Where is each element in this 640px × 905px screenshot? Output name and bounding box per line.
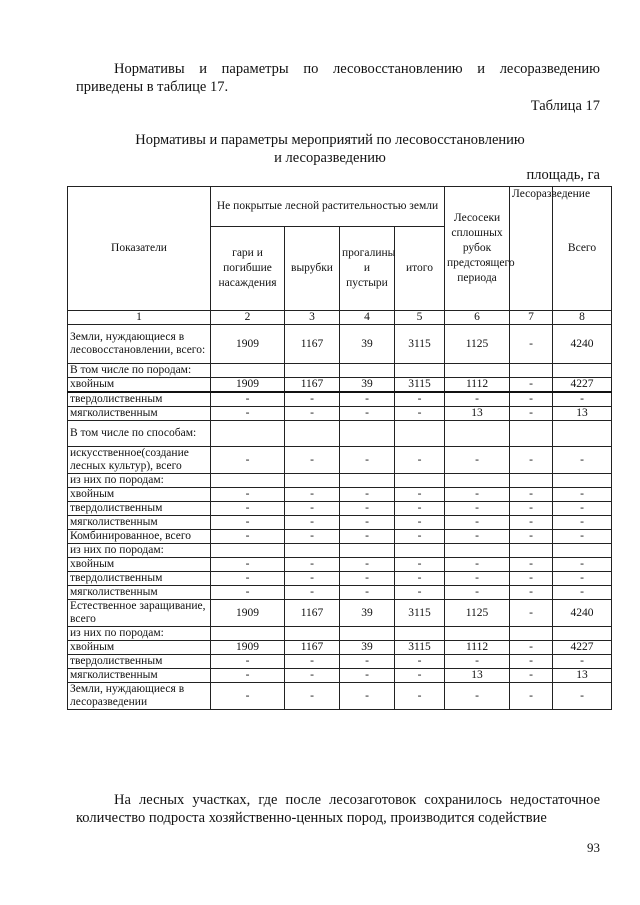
row-value: - xyxy=(553,502,612,516)
row-value: 3115 xyxy=(395,378,445,393)
row-value: - xyxy=(445,655,510,669)
row-value: - xyxy=(510,586,553,600)
row-value: - xyxy=(285,558,340,572)
row-value: - xyxy=(285,669,340,683)
row-value xyxy=(285,627,340,641)
header-indicators: Показатели xyxy=(68,187,211,311)
row-value: - xyxy=(211,655,285,669)
row-value: - xyxy=(510,683,553,710)
row-value: - xyxy=(211,447,285,474)
row-value: 3115 xyxy=(395,600,445,627)
row-value xyxy=(553,364,612,378)
row-value: - xyxy=(395,392,445,407)
row-value: - xyxy=(285,407,340,421)
row-value: 3115 xyxy=(395,325,445,364)
row-value: - xyxy=(395,516,445,530)
table-row xyxy=(68,627,612,641)
row-value xyxy=(285,544,340,558)
row-value: 13 xyxy=(445,669,510,683)
row-value xyxy=(510,421,553,447)
row-value xyxy=(340,627,395,641)
table-row xyxy=(68,558,612,572)
row-value: - xyxy=(211,683,285,710)
row-value xyxy=(211,364,285,378)
header-total: Всего xyxy=(553,187,612,311)
row-label: В том числе по способам: xyxy=(68,421,211,447)
table-row xyxy=(68,669,612,683)
table-row xyxy=(68,488,612,502)
row-value: 39 xyxy=(340,325,395,364)
row-value: - xyxy=(510,530,553,544)
row-value: - xyxy=(211,502,285,516)
row-value: - xyxy=(211,558,285,572)
row-value: - xyxy=(553,447,612,474)
table-row xyxy=(68,600,612,627)
row-value: - xyxy=(510,572,553,586)
row-value: 1112 xyxy=(445,378,510,393)
row-value xyxy=(285,421,340,447)
row-value: - xyxy=(510,488,553,502)
table-row xyxy=(68,364,612,378)
row-value xyxy=(211,544,285,558)
col-num: 5 xyxy=(395,311,445,325)
row-value: 1167 xyxy=(285,325,340,364)
header-afforestation: Лесоразведение xyxy=(510,187,553,311)
row-value: - xyxy=(510,502,553,516)
row-value: - xyxy=(285,586,340,600)
row-label: твердолиственным xyxy=(68,655,211,669)
row-value: - xyxy=(553,586,612,600)
row-value xyxy=(285,474,340,488)
row-value: - xyxy=(553,558,612,572)
row-value: - xyxy=(510,655,553,669)
row-value xyxy=(445,627,510,641)
row-value: - xyxy=(553,655,612,669)
row-value: - xyxy=(285,572,340,586)
row-value: - xyxy=(395,502,445,516)
row-value: 1909 xyxy=(211,378,285,393)
row-value xyxy=(395,474,445,488)
table-row xyxy=(68,516,612,530)
intro-text: Нормативы и параметры по лесовосстановлению и лесоразведению приведены в таблице 17. xyxy=(76,61,600,95)
row-value: - xyxy=(445,502,510,516)
row-value xyxy=(553,474,612,488)
row-label: Естественное заращивание, всего xyxy=(68,600,211,627)
row-value xyxy=(395,627,445,641)
table-row xyxy=(68,502,612,516)
row-value: - xyxy=(285,516,340,530)
header-felling-sites: Лесосеки сплошных рубок предстоящего периода xyxy=(445,187,510,311)
row-label: искусственное(создание лесных культур), всего xyxy=(68,447,211,474)
outro-text: На лесных участках, где после лесозаготовок сохранилось недостаточное количество подроста хозяйственно-ценных пород, производится содействие xyxy=(76,792,600,826)
row-value: 1167 xyxy=(285,641,340,655)
row-value xyxy=(211,421,285,447)
row-value: - xyxy=(395,488,445,502)
row-value: - xyxy=(211,488,285,502)
row-label: хвойным xyxy=(68,378,211,393)
row-value xyxy=(445,364,510,378)
row-label: твердолиственным xyxy=(68,502,211,516)
row-value: - xyxy=(510,392,553,407)
row-value: - xyxy=(510,325,553,364)
row-value: - xyxy=(285,447,340,474)
row-label: из них по породам: xyxy=(68,627,211,641)
row-value xyxy=(510,544,553,558)
header-not-covered: Не покрытые лесной растительностью земли xyxy=(211,187,445,227)
row-value: - xyxy=(510,558,553,572)
row-value: - xyxy=(211,516,285,530)
col-num: 3 xyxy=(285,311,340,325)
row-value: - xyxy=(395,530,445,544)
row-value: - xyxy=(445,447,510,474)
row-value: 1909 xyxy=(211,325,285,364)
table-row xyxy=(68,530,612,544)
column-numbers-row xyxy=(68,311,612,325)
header-clearcuts: вырубки xyxy=(285,227,340,311)
row-value: - xyxy=(340,683,395,710)
table-row xyxy=(68,378,612,393)
row-value: 1112 xyxy=(445,641,510,655)
row-value: 4240 xyxy=(553,325,612,364)
outro-paragraph xyxy=(76,791,600,827)
row-value: 39 xyxy=(340,600,395,627)
row-value: 3115 xyxy=(395,641,445,655)
row-value: 13 xyxy=(445,407,510,421)
row-value: - xyxy=(211,392,285,407)
row-value: - xyxy=(395,683,445,710)
row-value: - xyxy=(285,530,340,544)
col-num: 1 xyxy=(68,311,211,325)
table-row xyxy=(68,655,612,669)
col-num: 8 xyxy=(553,311,612,325)
row-value: - xyxy=(211,407,285,421)
row-value: 1125 xyxy=(445,600,510,627)
row-value xyxy=(445,474,510,488)
row-value: 39 xyxy=(340,378,395,393)
col-num: 7 xyxy=(510,311,553,325)
row-label: из них по породам: xyxy=(68,544,211,558)
row-value xyxy=(553,627,612,641)
row-value: - xyxy=(211,586,285,600)
row-value: - xyxy=(553,683,612,710)
row-value: - xyxy=(340,558,395,572)
row-value: - xyxy=(395,655,445,669)
row-value xyxy=(340,544,395,558)
row-value: - xyxy=(340,516,395,530)
table-row xyxy=(68,325,612,364)
row-value: - xyxy=(285,392,340,407)
table-number: Таблица 17 xyxy=(530,98,600,114)
row-value: - xyxy=(510,600,553,627)
row-value: - xyxy=(395,572,445,586)
row-value: - xyxy=(211,572,285,586)
row-value: - xyxy=(340,572,395,586)
row-value: - xyxy=(340,530,395,544)
row-value: - xyxy=(340,669,395,683)
table-row xyxy=(68,572,612,586)
row-value: - xyxy=(340,447,395,474)
header-total-nc: итого xyxy=(395,227,445,311)
table-row xyxy=(68,641,612,655)
row-value: 4240 xyxy=(553,600,612,627)
table-row xyxy=(68,544,612,558)
intro-paragraph xyxy=(76,60,600,96)
table-row xyxy=(68,474,612,488)
row-value xyxy=(395,544,445,558)
table-row xyxy=(68,392,612,407)
row-value: - xyxy=(340,488,395,502)
table-row xyxy=(68,407,612,421)
row-value xyxy=(445,544,510,558)
row-value: - xyxy=(445,530,510,544)
row-value: - xyxy=(285,488,340,502)
col-num: 4 xyxy=(340,311,395,325)
row-value xyxy=(340,474,395,488)
row-value xyxy=(395,421,445,447)
row-value: - xyxy=(340,392,395,407)
row-label: хвойным xyxy=(68,488,211,502)
row-value: - xyxy=(340,586,395,600)
table-unit: площадь, га xyxy=(526,167,600,183)
row-label: мягколиственным xyxy=(68,669,211,683)
row-value: - xyxy=(445,488,510,502)
row-value: - xyxy=(510,378,553,393)
table-title-line1: Нормативы и параметры мероприятий по лесовосстановлению xyxy=(135,132,525,148)
row-value: - xyxy=(285,502,340,516)
row-label: Комбинированное, всего xyxy=(68,530,211,544)
row-value: - xyxy=(553,392,612,407)
row-value: - xyxy=(340,502,395,516)
row-value: - xyxy=(510,516,553,530)
row-value xyxy=(510,364,553,378)
row-value: 1909 xyxy=(211,600,285,627)
row-value xyxy=(340,364,395,378)
table-row xyxy=(68,586,612,600)
row-value: - xyxy=(553,530,612,544)
row-value: - xyxy=(510,669,553,683)
row-value: - xyxy=(445,572,510,586)
page-number: 93 xyxy=(587,840,600,855)
row-value: - xyxy=(395,407,445,421)
row-label: мягколиственным xyxy=(68,586,211,600)
row-value: - xyxy=(553,488,612,502)
row-value xyxy=(395,364,445,378)
row-value xyxy=(510,627,553,641)
col-num: 2 xyxy=(211,311,285,325)
header-burned: гари и погибшие насаждения xyxy=(211,227,285,311)
standards-table xyxy=(67,186,612,710)
row-label: твердолиственным xyxy=(68,392,211,407)
row-label: В том числе по породам: xyxy=(68,364,211,378)
row-label: из них по породам: xyxy=(68,474,211,488)
row-value: - xyxy=(340,655,395,669)
row-label: мягколиственным xyxy=(68,407,211,421)
row-value: - xyxy=(340,407,395,421)
table-title-line2: и лесоразведению xyxy=(274,150,386,166)
row-value: - xyxy=(445,516,510,530)
row-value xyxy=(445,421,510,447)
row-value: - xyxy=(395,586,445,600)
row-value: - xyxy=(445,586,510,600)
col-num: 6 xyxy=(445,311,510,325)
row-value: 13 xyxy=(553,669,612,683)
row-value: - xyxy=(395,669,445,683)
row-label: твердолиственным xyxy=(68,572,211,586)
row-value xyxy=(340,421,395,447)
row-value: - xyxy=(445,392,510,407)
row-value xyxy=(553,421,612,447)
row-value xyxy=(285,364,340,378)
table-row xyxy=(68,683,612,710)
row-value: 1167 xyxy=(285,600,340,627)
row-value: - xyxy=(510,641,553,655)
row-value: 1909 xyxy=(211,641,285,655)
row-value: 1125 xyxy=(445,325,510,364)
row-value: - xyxy=(395,447,445,474)
row-value: - xyxy=(510,447,553,474)
row-value xyxy=(553,544,612,558)
row-value: 4227 xyxy=(553,641,612,655)
row-label: хвойным xyxy=(68,558,211,572)
row-value: 4227 xyxy=(553,378,612,393)
row-value xyxy=(211,627,285,641)
row-label: хвойным xyxy=(68,641,211,655)
row-value: - xyxy=(553,516,612,530)
row-value: - xyxy=(211,530,285,544)
row-label: Земли, нуждающиеся в лесоразведении xyxy=(68,683,211,710)
row-value: - xyxy=(510,407,553,421)
table-row xyxy=(68,447,612,474)
row-label: Земли, нуждающиеся в лесовосстановлении, всего: xyxy=(68,325,211,364)
header-glades: прогалины и пустыри xyxy=(340,227,395,311)
row-value: 13 xyxy=(553,407,612,421)
row-value: 39 xyxy=(340,641,395,655)
row-value: - xyxy=(445,558,510,572)
row-value: - xyxy=(445,683,510,710)
row-value: - xyxy=(553,572,612,586)
row-value: - xyxy=(211,669,285,683)
row-value xyxy=(510,474,553,488)
row-value: 1167 xyxy=(285,378,340,393)
row-value: - xyxy=(395,558,445,572)
row-value xyxy=(211,474,285,488)
row-value: - xyxy=(285,683,340,710)
row-value: - xyxy=(285,655,340,669)
table-row xyxy=(68,421,612,447)
row-label: мягколиственным xyxy=(68,516,211,530)
